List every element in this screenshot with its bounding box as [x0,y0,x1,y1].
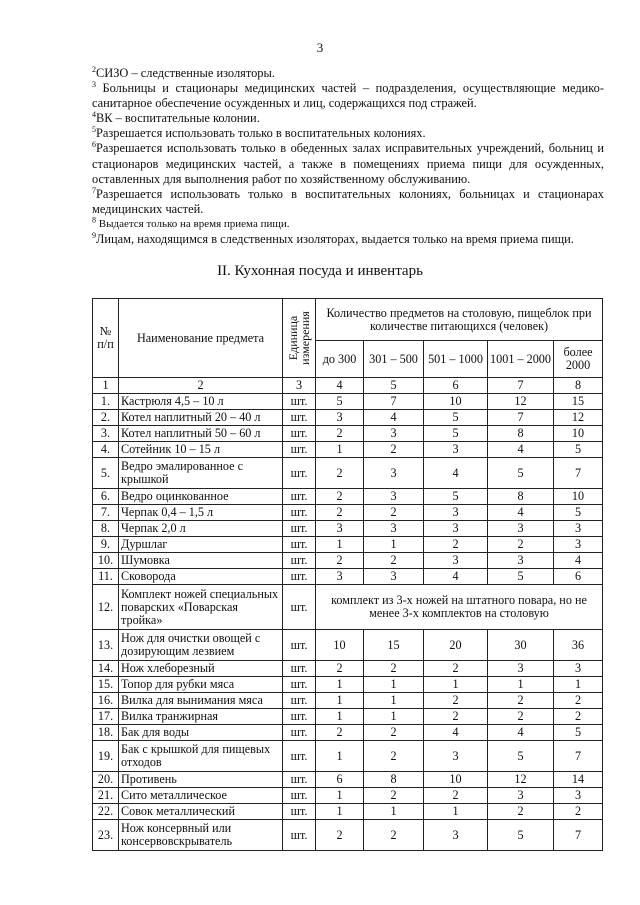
table-row [93,458,603,489]
footnote-text: Разрешается использовать только в воспитательных колониях, больницах и стационарах медицинских частей. [92,186,604,216]
footnote-marker: 7 [92,185,96,195]
table-row [93,661,603,677]
item-unit: шт. [283,394,316,410]
quantity-cell: 2 [316,505,364,521]
quantity-cell: 3 [364,458,424,489]
quantity-cell: 2 [424,709,488,725]
quantity-cell: 2 [424,661,488,677]
footnote-text: Разрешается использовать только в обеденных залах исправительных учреждений, больниц и стационаров медицинских частей, а также в помещениях приема пищи для осужденных, оставленных для выполнения работ по хозяйственному обслуживанию. [92,141,604,186]
merged-quantity: комплект из 3-х ножей на штатного повара, но не менее 3-х комплектов на столовую [316,585,603,630]
quantity-cell: 2 [488,693,554,709]
row-number: 1. [93,394,119,410]
item-name: Нож консервный или консервовскрыватель [119,820,283,851]
item-name: Сито металлическое [119,788,283,804]
item-unit: шт. [283,804,316,820]
quantity-cell: 7 [554,458,603,489]
table-row [93,693,603,709]
row-number: 10. [93,553,119,569]
quantity-cell: 2 [364,661,424,677]
row-number: 23. [93,820,119,851]
table-row [93,410,603,426]
quantity-cell: 2 [316,489,364,505]
row-number: 13. [93,630,119,661]
footnote-text: Разрешается использовать только в воспитательных колониях. [96,126,426,141]
quantity-cell: 3 [554,788,603,804]
row-number: 9. [93,537,119,553]
quantity-cell: 10 [424,772,488,788]
table-row [93,677,603,693]
header-name: Наименование предмета [119,299,283,378]
quantity-cell: 1 [316,788,364,804]
table-row [93,505,603,521]
quantity-cell: 15 [554,394,603,410]
item-unit: шт. [283,569,316,585]
item-unit: шт. [283,426,316,442]
inventory-table [92,298,603,851]
footnote-text: СИЗО – следственные изоляторы. [96,66,275,80]
header-quantity-group: Количество предметов на столовую, пищеблок при количестве питающихся (человек) [316,299,603,341]
quantity-cell: 7 [364,394,424,410]
index-cell: 4 [316,378,364,394]
quantity-cell: 2 [316,426,364,442]
item-unit: шт. [283,741,316,772]
footnotes [92,66,604,247]
quantity-cell: 2 [316,820,364,851]
quantity-cell: 1 [488,677,554,693]
quantity-cell: 1 [316,693,364,709]
header-unit-label: Единица измерения [286,311,312,365]
header-unit [283,299,316,378]
header-num: № п/п [93,299,119,378]
footnote [92,232,604,247]
quantity-cell: 8 [488,426,554,442]
index-cell: 3 [283,378,316,394]
quantity-cell: 3 [364,489,424,505]
header-column: 301 – 500 [364,341,424,378]
quantity-cell: 2 [316,458,364,489]
item-unit: шт. [283,505,316,521]
index-row [93,378,603,394]
quantity-cell: 4 [364,410,424,426]
row-number: 20. [93,772,119,788]
item-unit: шт. [283,458,316,489]
quantity-cell: 2 [364,741,424,772]
row-number: 18. [93,725,119,741]
item-unit: шт. [283,820,316,851]
quantity-cell: 36 [554,630,603,661]
quantity-cell: 1 [316,442,364,458]
item-name: Кастрюля 4,5 – 10 л [119,394,283,410]
item-name: Ведро оцинкованное [119,489,283,505]
row-number: 22. [93,804,119,820]
index-cell: 7 [488,378,554,394]
item-unit: шт. [283,630,316,661]
row-number: 4. [93,442,119,458]
table-row [93,537,603,553]
item-unit: шт. [283,442,316,458]
header-column: 501 – 1000 [424,341,488,378]
quantity-cell: 2 [554,804,603,820]
quantity-cell: 3 [554,661,603,677]
header-column: 1001 – 2000 [488,341,554,378]
quantity-cell: 5 [424,410,488,426]
table-row [93,426,603,442]
footnote [92,126,604,141]
quantity-cell: 15 [364,630,424,661]
quantity-cell: 6 [554,569,603,585]
item-name: Черпак 2,0 л [119,521,283,537]
item-name: Совок металлический [119,804,283,820]
page-number: 3 [316,40,324,55]
index-cell: 1 [93,378,119,394]
quantity-cell: 6 [316,772,364,788]
quantity-cell: 3 [424,741,488,772]
quantity-cell: 5 [488,458,554,489]
footnote [92,217,604,232]
quantity-cell: 12 [488,394,554,410]
quantity-cell: 1 [554,677,603,693]
footnote-marker: 2 [92,64,96,74]
item-unit: шт. [283,788,316,804]
table-row [93,772,603,788]
quantity-cell: 5 [316,394,364,410]
quantity-cell: 1 [316,709,364,725]
quantity-cell: 1 [364,677,424,693]
item-name: Топор для рубки мяса [119,677,283,693]
quantity-cell: 3 [316,410,364,426]
item-name: Противень [119,772,283,788]
quantity-cell: 5 [488,741,554,772]
quantity-cell: 5 [424,426,488,442]
quantity-cell: 2 [488,537,554,553]
row-number: 21. [93,788,119,804]
quantity-cell: 3 [424,820,488,851]
quantity-cell: 4 [424,725,488,741]
quantity-cell: 20 [424,630,488,661]
row-number: 8. [93,521,119,537]
footnote [92,111,604,126]
table-row [93,788,603,804]
item-unit: шт. [283,537,316,553]
table-row [93,820,603,851]
quantity-cell: 8 [364,772,424,788]
quantity-cell: 3 [364,426,424,442]
row-number: 2. [93,410,119,426]
item-name: Котел наплитный 50 – 60 л [119,426,283,442]
table-row [93,489,603,505]
quantity-cell: 3 [424,442,488,458]
quantity-cell: 12 [488,772,554,788]
quantity-cell: 12 [554,410,603,426]
footnote [92,81,604,111]
table-row [93,442,603,458]
quantity-cell: 5 [424,489,488,505]
quantity-cell: 1 [364,693,424,709]
quantity-cell: 30 [488,630,554,661]
item-name: Шумовка [119,553,283,569]
footnote-text: Лицам, находящимся в следственных изоляторах, выдается только на время приема пищи. [96,232,574,247]
footnote-marker: 6 [92,140,96,150]
table-row [93,553,603,569]
quantity-cell: 4 [488,505,554,521]
quantity-cell: 3 [488,521,554,537]
item-unit: шт. [283,709,316,725]
quantity-cell: 14 [554,772,603,788]
row-number: 3. [93,426,119,442]
quantity-cell: 7 [554,820,603,851]
quantity-cell: 2 [554,693,603,709]
item-unit: шт. [283,410,316,426]
row-number: 15. [93,677,119,693]
quantity-cell: 3 [424,521,488,537]
quantity-cell: 1 [364,804,424,820]
table-row [93,741,603,772]
quantity-cell: 2 [364,505,424,521]
quantity-cell: 10 [554,426,603,442]
row-number: 19. [93,741,119,772]
quantity-cell: 3 [424,553,488,569]
quantity-cell: 2 [316,661,364,677]
index-cell: 8 [554,378,603,394]
quantity-cell: 2 [364,788,424,804]
quantity-cell: 8 [488,489,554,505]
item-unit: шт. [283,489,316,505]
item-name: Сотейник 10 – 15 л [119,442,283,458]
footnote-text: Больницы и стационары медицинских частей – подразделения, осуществляющие медико-санитарное обеспечение осужденных и лиц, содержащихся под стражей. [92,81,604,111]
item-name: Вилка транжирная [119,709,283,725]
item-name: Бак для воды [119,725,283,741]
table-row [93,569,603,585]
quantity-cell: 4 [488,442,554,458]
quantity-cell: 1 [316,804,364,820]
quantity-cell: 2 [488,804,554,820]
item-name: Нож хлеборезный [119,661,283,677]
quantity-cell: 7 [554,741,603,772]
quantity-cell: 5 [554,725,603,741]
quantity-cell: 1 [316,537,364,553]
item-unit: шт. [283,677,316,693]
quantity-cell: 3 [554,537,603,553]
item-name: Нож для очистки овощей с дозирующим лезвием [119,630,283,661]
quantity-cell: 5 [554,505,603,521]
quantity-cell: 3 [364,521,424,537]
quantity-cell: 10 [316,630,364,661]
quantity-cell: 1 [364,537,424,553]
table-row [93,709,603,725]
item-name: Котел наплитный 20 – 40 л [119,410,283,426]
quantity-cell: 3 [316,569,364,585]
footnote [92,187,604,217]
index-cell: 6 [424,378,488,394]
quantity-cell: 7 [488,410,554,426]
item-name: Комплект ножей специальных поварских «Поварская тройка» [119,585,283,630]
quantity-cell: 1 [424,677,488,693]
item-name: Бак с крышкой для пищевых отходов [119,741,283,772]
quantity-cell: 10 [554,489,603,505]
index-cell: 5 [364,378,424,394]
footnote-text: ВК – воспитательные колонии. [96,111,260,126]
quantity-cell: 2 [364,820,424,851]
footnote-text: Выдается только на время приема пищи. [96,217,290,230]
row-number: 5. [93,458,119,489]
row-number: 11. [93,569,119,585]
quantity-cell: 1 [364,709,424,725]
row-number: 16. [93,693,119,709]
quantity-cell: 1 [424,804,488,820]
quantity-cell: 3 [424,505,488,521]
table-row [93,630,603,661]
item-name: Черпак 0,4 – 1,5 л [119,505,283,521]
quantity-cell: 3 [488,553,554,569]
item-unit: шт. [283,553,316,569]
quantity-cell: 3 [488,788,554,804]
quantity-cell: 2 [316,553,364,569]
row-number: 17. [93,709,119,725]
row-number: 7. [93,505,119,521]
item-unit: шт. [283,585,316,630]
footnote-marker: 8 [92,215,96,225]
quantity-cell: 3 [488,661,554,677]
footnote-marker: 5 [92,125,96,135]
footnote [92,141,604,186]
quantity-cell: 1 [316,677,364,693]
quantity-cell: 2 [554,709,603,725]
quantity-cell: 3 [316,521,364,537]
table-row [93,725,603,741]
quantity-cell: 4 [424,458,488,489]
quantity-cell: 10 [424,394,488,410]
quantity-cell: 3 [364,569,424,585]
item-unit: шт. [283,693,316,709]
quantity-cell: 4 [424,569,488,585]
quantity-cell: 2 [424,693,488,709]
quantity-cell: 5 [488,820,554,851]
item-unit: шт. [283,725,316,741]
item-name: Вилка для вынимания мяса [119,693,283,709]
quantity-cell: 2 [488,709,554,725]
footnote-marker: 9 [92,230,96,240]
footnote-marker: 4 [92,110,96,120]
item-name: Дуршлаг [119,537,283,553]
quantity-cell: 3 [554,521,603,537]
quantity-cell: 1 [316,741,364,772]
section-title: II. Кухонная посуда и инвентарь [217,263,423,279]
table-row [93,585,603,630]
row-number: 12. [93,585,119,630]
item-unit: шт. [283,661,316,677]
header-column: более 2000 [554,341,603,378]
quantity-cell: 5 [488,569,554,585]
item-name: Ведро эмалированное с крышкой [119,458,283,489]
row-number: 6. [93,489,119,505]
quantity-cell: 2 [424,788,488,804]
item-unit: шт. [283,772,316,788]
footnote [92,66,604,81]
item-name: Сковорода [119,569,283,585]
item-unit: шт. [283,521,316,537]
header-column: до 300 [316,341,364,378]
quantity-cell: 2 [364,442,424,458]
table-row [93,394,603,410]
quantity-cell: 5 [554,442,603,458]
row-number: 14. [93,661,119,677]
footnote-marker: 3 [92,79,96,89]
index-cell: 2 [119,378,283,394]
quantity-cell: 2 [364,725,424,741]
table-row [93,804,603,820]
quantity-cell: 4 [554,553,603,569]
table-row [93,521,603,537]
quantity-cell: 2 [364,553,424,569]
quantity-cell: 2 [424,537,488,553]
quantity-cell: 2 [316,725,364,741]
quantity-cell: 4 [488,725,554,741]
